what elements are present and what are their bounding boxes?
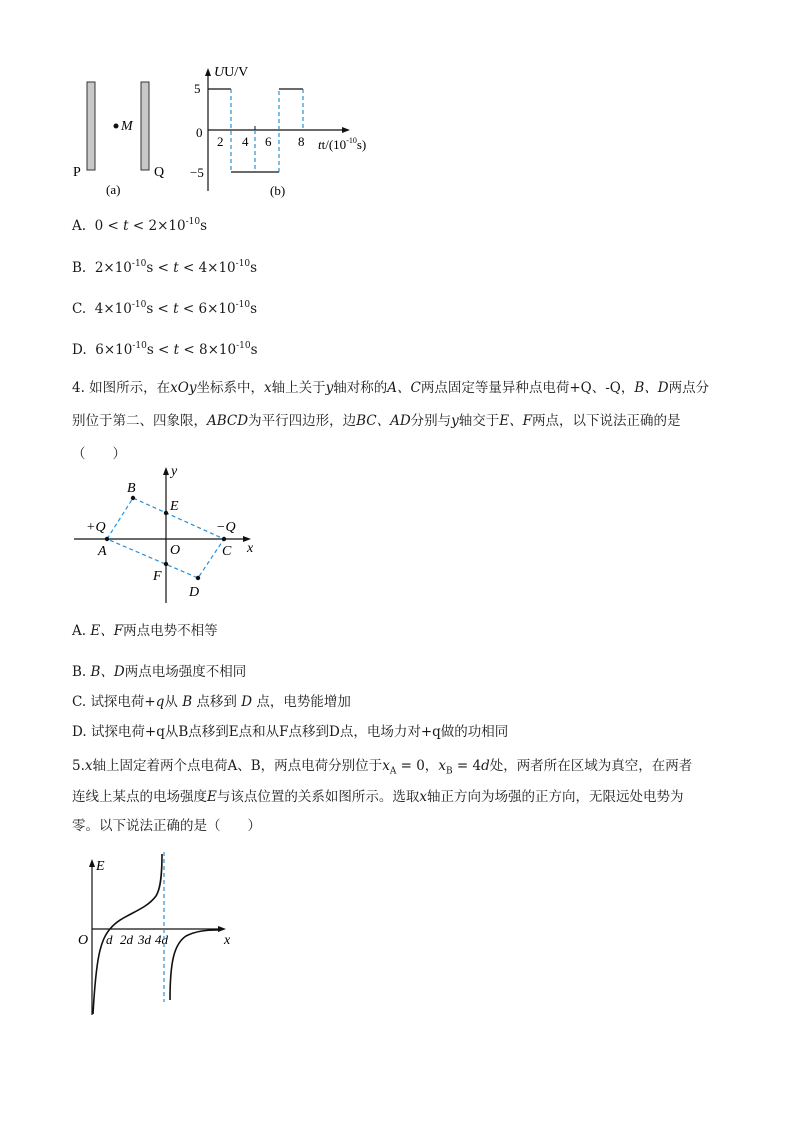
point-a — [105, 537, 109, 541]
label-f: F — [153, 569, 162, 584]
label-c: C — [222, 544, 232, 559]
y-axis-arrow — [163, 467, 169, 475]
plate-q-label: Q — [154, 165, 165, 180]
q4-option-a: A. E、F两点电势不相等 — [72, 623, 218, 639]
figure-a — [70, 72, 180, 202]
label-d: D — [189, 585, 200, 600]
curve-right — [170, 930, 218, 1000]
tick-2: 2 — [217, 134, 224, 149]
point-c — [222, 537, 226, 541]
e-axis-arrow — [89, 859, 95, 867]
label-a: A — [98, 544, 107, 559]
label-b: B — [127, 481, 136, 496]
tick-6: 6 — [265, 134, 272, 149]
plate-p — [87, 82, 95, 170]
label-neg-charge: −Q — [216, 520, 236, 535]
y-label: y — [171, 464, 178, 479]
tick-0: 0 — [196, 125, 203, 140]
q5-stem-line2: 连线上某点的电场强度E与该点位置的关系如图所示。选取x轴正方向为场强的正方向，无限远处电势为 — [72, 789, 684, 805]
tick-neg5: −5 — [190, 165, 204, 180]
label-o: O — [170, 543, 181, 558]
q5-figure — [72, 850, 242, 1020]
q3-option-b: B. $2\times 10^{-10}s < t < 4\times 10^{-10}s$ — [72, 259, 258, 276]
caption-b: (b) — [270, 183, 286, 198]
label-pos-charge: +Q — [86, 520, 106, 535]
plate-q — [141, 82, 149, 170]
q3-option-a: A. $0 < t < 2\times 10^{-10}s$ — [72, 217, 207, 234]
u-axis-label: UU/V — [214, 65, 249, 80]
tick-3d: 3d — [138, 932, 151, 947]
x-label: x — [247, 541, 254, 556]
figure-b — [190, 58, 390, 202]
q4-figure — [70, 460, 265, 605]
plate-p-label: P — [73, 165, 81, 180]
tick-4: 4 — [242, 134, 249, 149]
point-e — [164, 511, 168, 515]
tick-8: 8 — [298, 134, 305, 149]
q5-stem-line1: 5.x轴上固定着两个点电荷A、B，两点电荷分别位于$x_A = 0$，$x_B = 4d$处，两者所在区域为真空，在两者 — [72, 758, 693, 777]
q4-option-b: B. B、D两点电场强度不相同 — [72, 664, 247, 680]
label-e: E — [170, 499, 179, 514]
x-label: x — [224, 933, 231, 948]
tick-d: d — [106, 932, 113, 947]
point-d — [196, 576, 200, 580]
tick-4d: 4d — [155, 932, 168, 947]
e-label: E — [96, 859, 105, 874]
t-axis-arrow — [342, 127, 350, 133]
q3-option-d: D. $6\times 10^{-10}s < t < 8\times 10^{-10}s$ — [72, 341, 258, 358]
q4-option-c: C. 试探电荷+q从 B 点移到 D 点，电势能增加 — [72, 694, 351, 710]
tick-5: 5 — [194, 81, 201, 96]
caption-a: (a) — [106, 182, 121, 197]
tick-2d: 2d — [120, 932, 133, 947]
point-f — [164, 562, 168, 566]
point-m-label: M — [121, 119, 133, 134]
o-label: O — [78, 933, 89, 948]
point-m-dot — [114, 124, 119, 129]
q3-option-c: C. $4\times 10^{-10}s < t < 6\times 10^{-10}s$ — [72, 300, 258, 317]
q4-option-d: D. 试探电荷+q从B点移到E点和从F点移到D点，电场力对+q做的功相同 — [72, 724, 509, 740]
q5-stem-line3: 零。以下说法正确的是（ ） — [72, 818, 261, 834]
x-axis-arrow — [218, 926, 226, 932]
q4-stem: 4. 如图所示，在xOy坐标系中，x轴上关于y轴对称的A、C两点固定等量异种点电荷+Q、-Q，B、D两点分别位于第二、四象限，ABCD为平行四边形，边BC、AD分别与y轴交于E、F两点，以下说法正确的是（ ） — [72, 380, 710, 462]
point-b — [131, 496, 135, 500]
t-axis-label: $tt/(10^{-10}s)$ — [318, 136, 367, 152]
u-axis-arrow — [205, 68, 211, 76]
